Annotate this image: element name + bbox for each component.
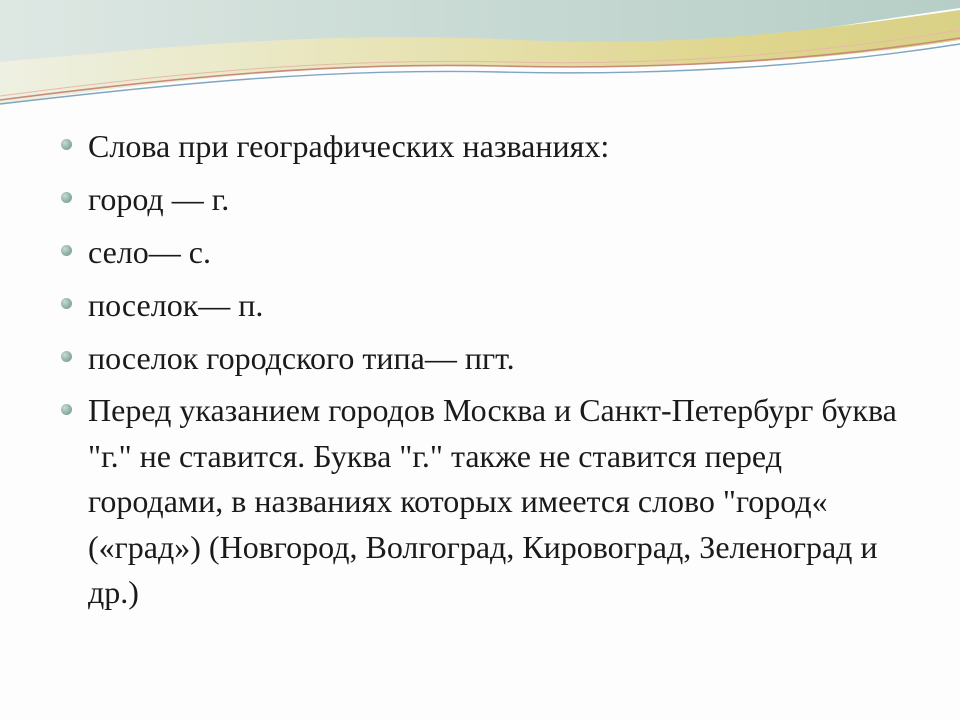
bullet-text: поселок городского типа— пгт. <box>88 340 515 376</box>
bullet-dot-icon <box>61 139 72 150</box>
bullet-item <box>58 127 898 165</box>
bullet-dot-icon <box>61 192 72 203</box>
bullet-list <box>58 127 898 616</box>
bullet-dot-icon <box>61 351 72 362</box>
bullet-dot-icon <box>61 245 72 256</box>
bullet-text: село— с. <box>88 234 211 270</box>
header-wave-decoration <box>0 0 960 130</box>
bullet-text: город — г. <box>88 181 230 217</box>
bullet-item <box>58 388 898 616</box>
bullet-item <box>58 339 898 377</box>
bullet-item <box>58 180 898 218</box>
bullet-item <box>58 233 898 271</box>
bullet-text: поселок— п. <box>88 287 264 323</box>
bullet-dot-icon <box>61 298 72 309</box>
bullet-item <box>58 286 898 324</box>
bullet-text: Слова при географических названиях: <box>88 128 610 164</box>
bullet-text: Перед указанием городов Москва и Санкт-Петербург буква "г." не ставится. Буква "г." также не ставится перед городами, в названиях которых имеется слово "город« («град») (Новгород, Волгоград, Кировоград, Зеленоград и др.) <box>88 392 897 610</box>
bullet-dot-icon <box>61 404 72 415</box>
slide-content <box>58 127 898 631</box>
